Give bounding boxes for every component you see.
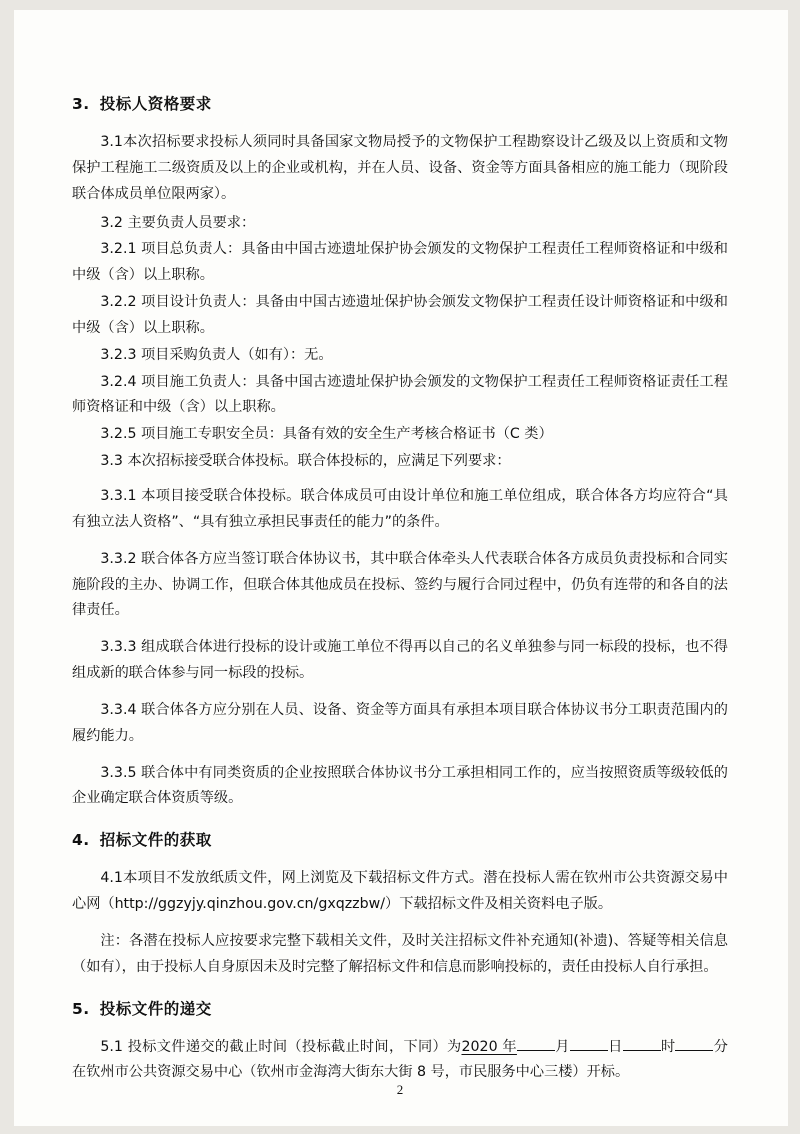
section-number: 3. [72,95,90,113]
section-heading-4 [72,828,728,850]
page-edge-right [788,0,800,1134]
paragraph-3-3-3 [72,635,728,687]
paragraph-5-1 [72,1035,728,1087]
paragraph-text: 3.2.3 项目采购负责人（如有）：无。 [100,346,333,363]
bid-minute-blank [675,1035,713,1050]
paragraph-text: 3.2.2 项目设计负责人：具备由中国古迹遗址保护协会颁发文物保护工程责任设计师资格证和中级和中级（含）以上职称。 [72,294,728,336]
bid-year-value: 2020 年 [461,1038,517,1055]
paragraph-3-3-4 [72,698,728,750]
paragraph-text: 3.3.1 本项目接受联合体投标。联合体成员可由设计单位和施工单位组成，联合体各方均应符合“具有独立法人资格”、“具有独立承担民事责任的能力”的条件。 [72,487,728,530]
paragraph-3-2-3 [72,343,728,369]
paragraph-3-2-4 [72,370,728,422]
section-title: 投标人资格要求 [99,95,212,113]
paragraph-text: 4.1本项目不发放纸质文件，网上浏览及下载招标文件方式。潜在投标人需在钦州市公共资源交易中心网（http://ggzyjy.qinzhou.gov.cn/gxqzzbw/）下载招标文件及相关资料电子版。 [72,870,728,913]
paragraph-text: 3.3.4 联合体各方应分别在人员、设备、资金等方面具有承担本项目联合体协议书分工职责范围内的履约能力。 [72,701,728,744]
bid-hour-unit: 时 [660,1038,676,1055]
paragraph-text-lead: 5.1 投标文件递交的截止时间（投标截止时间，下同）为 [100,1038,462,1055]
page-number: 2 [396,1082,404,1097]
bid-day-blank [570,1035,608,1050]
paragraph-text: 3.2.1 项目总负责人：具备由中国古迹遗址保护协会颁发的文物保护工程责任工程师资格证和中级和中级（含）以上职称。 [72,241,728,284]
paragraph-text: 3.2 主要负责人员要求： [100,214,256,231]
document-content [72,92,728,1089]
bid-month-blank [517,1035,555,1050]
bid-month-unit: 月 [554,1038,570,1055]
paragraph-3-3-1 [72,484,728,536]
paragraph-text-tail: 分在钦州市公共资源交易中心（钦州市金海湾大街东大街 8 号，市民服务中心三楼）开标。 [72,1038,728,1081]
section-heading-3 [72,92,728,114]
paragraph-text: 3.2.5 项目施工专职安全员：具备有效的安全生产考核合格证书（C 类） [100,426,553,443]
section-title: 投标文件的递交 [99,999,212,1018]
paragraph-text: 注：各潜在投标人应按要求完整下载相关文件，及时关注招标文件补充通知(补遗)、答疑等相关信息（如有），由于投标人自身原因未及时完整了解招标文件和信息而影响投标的，责任由投标人自行承担。 [72,932,728,975]
page-edge-bottom [0,1126,800,1134]
paragraph-4-note [72,929,728,981]
bid-hour-blank [623,1035,661,1050]
paragraph-text: 3.3.3 组成联合体进行投标的设计或施工单位不得再以自己的名义单独参与同一标段的投标，也不得组成新的联合体参与同一标段的投标。 [72,639,728,682]
page-edge-left [0,0,14,1134]
paragraph-text: 3.3.2 联合体各方应当签订联合体协议书，其中联合体牵头人代表联合体各方成员负责投标和合同实施阶段的主办、协调工作，但联合体其他成员在投标、签约与履行合同过程中，仍负有连带的和各自的法律责任。 [72,550,728,619]
paragraph-3-2-2 [72,290,728,342]
paragraph-3-3-5 [72,761,728,813]
section-title: 招标文件的获取 [99,831,212,850]
paragraph-3-2-1 [72,237,728,289]
paragraph-3-2-5 [72,422,728,448]
paragraph-text: 3.1本次招标要求投标人须同时具备国家文物局授予的文物保护工程勘察设计乙级及以上资质和文物保护工程施工二级资质及以上的企业或机构，并在人员、设备、资金等方面具备相应的施工能力（现阶段联合体成员单位限两家）。 [72,134,728,202]
paragraph-3-3 [72,449,728,475]
section-number: 5. [72,999,90,1018]
paragraph-3-2 [72,211,728,237]
section-heading-5 [72,997,728,1019]
paragraph-3-3-2 [72,547,728,625]
paragraph-3-1 [72,130,728,208]
section-number: 4. [72,831,90,850]
bid-day-unit: 日 [607,1038,623,1055]
page-edge-top [0,0,800,10]
paragraph-text: 3.3.5 联合体中有同类资质的企业按照联合体协议书分工承担相同工作的，应当按照资质等级较低的企业确定联合体资质等级。 [72,764,728,807]
paragraph-4-1 [72,866,728,918]
paragraph-text: 3.3 本次招标接受联合体投标。联合体投标的，应满足下列要求： [100,453,511,470]
paragraph-text: 3.2.4 项目施工负责人：具备中国古迹遗址保护协会颁发的文物保护工程责任工程师资格证责任工程师资格证和中级（含）以上职称。 [72,373,728,416]
